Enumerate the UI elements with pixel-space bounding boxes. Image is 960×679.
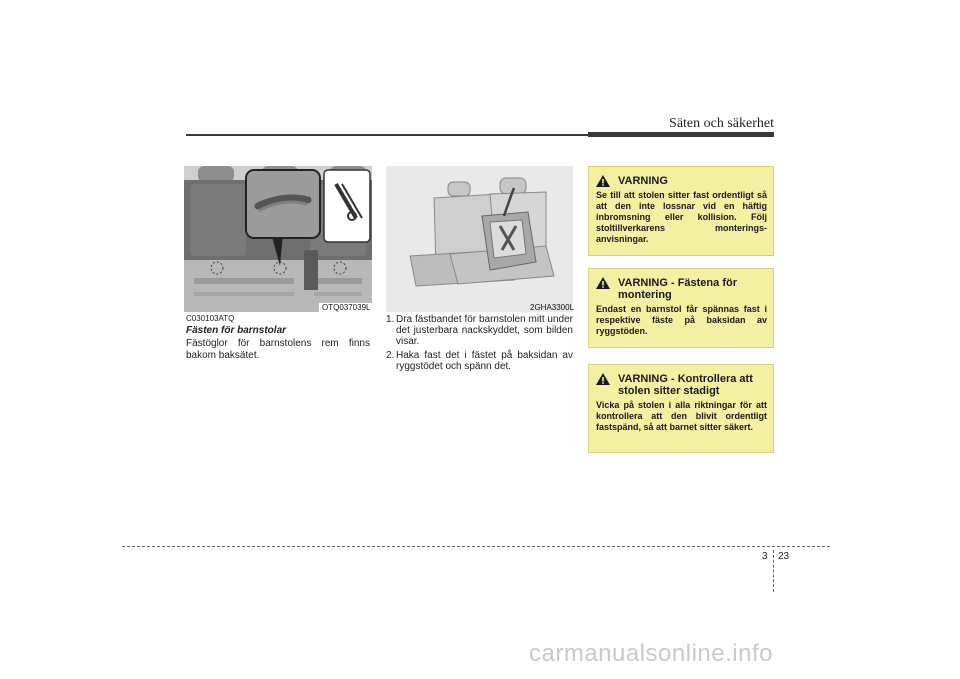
warning-body: Endast en barnstol får spännas fast i respektive fäste på baksidan av ryggstöden.	[596, 304, 767, 336]
page-section-number: 3	[762, 551, 768, 562]
warning-body: Vicka på stolen i alla riktningar för att kontrollera att den blivit ordentligt fastspänd, så att barnet sitter säkert.	[596, 400, 767, 432]
figure-tether-anchors	[184, 166, 372, 312]
section-body: Fästöglor för barnstolens rem finns bakom baksätet.	[186, 338, 370, 361]
step-item	[386, 350, 573, 372]
warning-header	[596, 175, 767, 187]
figure-code-middle: 2GHA3300L	[530, 303, 575, 312]
section-code: C030103ATQ	[186, 314, 235, 323]
step-text: Dra fästbandet för barnstolen mitt under det justerbara nackskyddet, som bilden visar.	[396, 314, 573, 347]
warning-subtitle: Fästena för montering	[618, 277, 737, 301]
page-number: 23	[778, 551, 790, 562]
warning-heading-text	[618, 277, 767, 301]
header-rule-accent	[588, 132, 774, 137]
footer-divider	[122, 546, 830, 547]
child-seat-strap-illustration	[386, 166, 573, 312]
step-text: Haka fast det i fästet på baksidan av ryggstödet och spänn det.	[396, 350, 573, 372]
warning-subtitle: Kontrollera att stolen sitter stadigt	[618, 373, 753, 397]
section-title: Fästen för barnstolar	[186, 325, 287, 336]
rear-seat-anchor-illustration	[184, 166, 372, 312]
warning-heading-text	[618, 373, 767, 397]
figure-code-left: OTQ037039L	[319, 303, 373, 313]
warning-box	[588, 364, 774, 453]
figure-tether-strap	[386, 166, 573, 312]
instruction-steps	[386, 314, 573, 375]
warning-body: Se till att stolen sitter fast ordentligt så att den inte lossnar vid en häftig inbromsning eller kollision. Följ stoltillverkarens monterings-anvisningar.	[596, 190, 767, 244]
warning-triangle-icon	[596, 175, 610, 187]
warning-title: VARNING	[618, 175, 668, 187]
warning-box	[588, 166, 774, 256]
warning-box	[588, 268, 774, 348]
step-item	[386, 314, 573, 347]
footer-vertical-divider	[773, 550, 774, 592]
warning-title: VARNING -	[618, 373, 678, 385]
warning-title: VARNING -	[618, 277, 678, 289]
warning-header	[596, 373, 767, 397]
step-number: 1.	[386, 314, 395, 325]
watermark-text: carmanualsonline.info	[529, 640, 773, 667]
warning-header	[596, 277, 767, 301]
page-header-title: Säten och säkerhet	[669, 116, 774, 131]
warning-triangle-icon	[596, 373, 610, 385]
warning-triangle-icon	[596, 277, 610, 289]
step-number: 2.	[386, 350, 395, 361]
